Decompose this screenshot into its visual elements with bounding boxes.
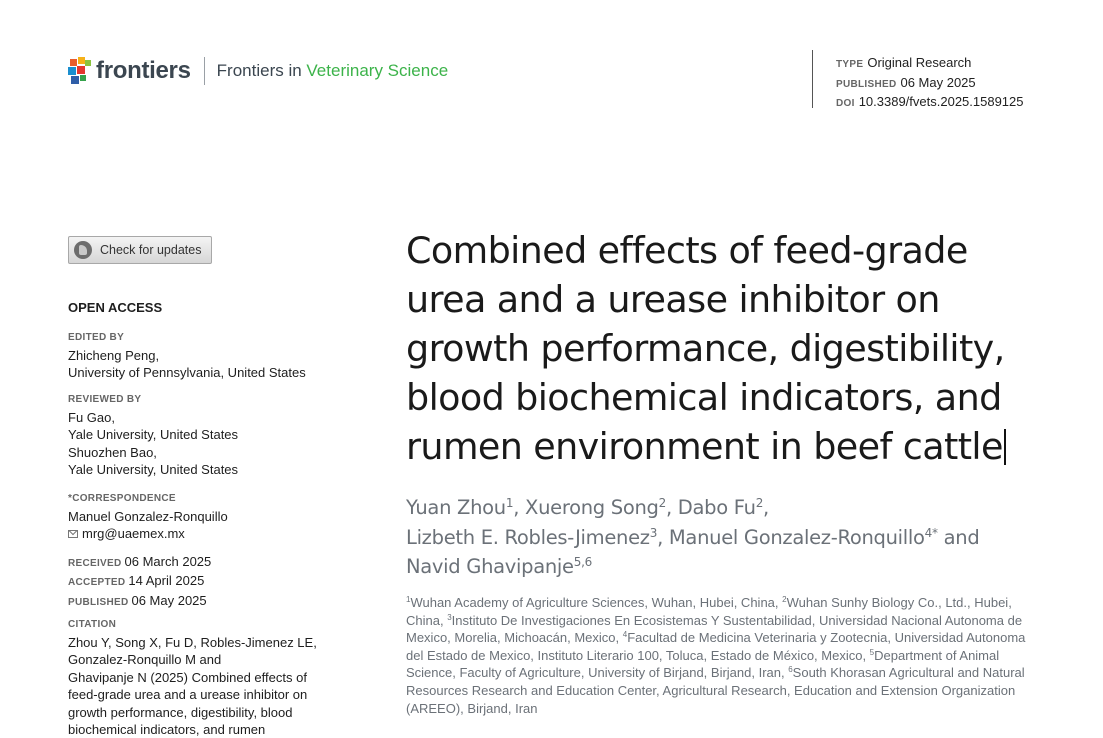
author-separator: ,: [657, 525, 669, 549]
journal-prefix: Frontiers in: [216, 61, 307, 80]
published-label: PUBLISHED: [68, 596, 129, 608]
author-separator: ,: [513, 496, 526, 519]
author-affil-sup: 3: [649, 525, 658, 540]
author-separator: and: [937, 525, 980, 549]
check-for-updates-button[interactable]: [68, 236, 212, 264]
affiliation-sup: 3: [447, 612, 452, 622]
logo-divider: [204, 57, 205, 85]
author-name[interactable]: Manuel Gonzalez-Ronquillo: [668, 525, 925, 549]
correspondence-email-link[interactable]: mrg@uaemex.mx: [82, 526, 185, 542]
author-name[interactable]: Navid Ghavipanje: [406, 555, 574, 578]
meta-published: [836, 74, 1024, 94]
reviewer-affiliation: Yale University, United States: [68, 462, 239, 478]
affiliation-sup: 5: [869, 647, 875, 657]
correspondence-section: [68, 492, 358, 543]
affiliation-text: Instituto De Investigaciones En Ecosistemas Y Sustentabilidad, Universidad Nacional Autonoma de Mexico, Morelia, Michoacán, Mexico,: [406, 612, 1023, 646]
article-meta: [836, 54, 1024, 113]
meta-doi-label: DOI: [836, 98, 855, 109]
affiliation-text: Facultad de Medicina Veterinaria y Zootecnia, Universidad Autonoma del Estado de Mexico, Instituto Literario 100, Toluca, Estado de México, Mexico,: [406, 630, 1026, 663]
reviewer-name: Fu Gao,: [68, 410, 115, 425]
affiliation-text: Wuhan Academy of Agriculture Sciences, Wuhan, Hubei, China,: [410, 595, 783, 610]
text-cursor: [1004, 429, 1006, 465]
affiliations: [406, 594, 1046, 717]
citation-line: Gonzalez-Ronquillo M and: [68, 652, 222, 668]
citation-section: [68, 618, 358, 738]
author-line: [406, 523, 1056, 553]
title-line: Combined effects of feed-grade: [406, 229, 968, 272]
meta-published-value: 06 May 2025: [900, 74, 976, 90]
author-affil-sup: 2: [658, 496, 666, 510]
affiliation-text: South Khorasan Agricultural and Natural Resources Research and Education Center, Agricultural Research, Education and Extension Organization (AREEO), Birjand, Iran: [406, 665, 1025, 716]
accepted-row: [68, 572, 358, 591]
envelope-icon: [68, 530, 78, 538]
author-name[interactable]: Lizbeth E. Robles-Jimenez: [406, 525, 650, 549]
title-line: rumen environment in beef cattle: [406, 425, 1003, 468]
frontiers-logo-icon: [68, 57, 92, 85]
affiliation-sup: 4: [622, 630, 628, 640]
citation-line: growth performance, digestibility, blood: [68, 704, 293, 720]
author-list: [406, 493, 1056, 582]
affiliation-text: Wuhan Sunhy Biology Co., Ltd., Hubei, China,: [406, 595, 1012, 628]
published-date: 06 May 2025: [131, 592, 207, 608]
published-row: [68, 592, 358, 611]
author-affil-sup: 5,6: [573, 555, 592, 569]
title-line-last: [406, 422, 1086, 471]
citation-label: CITATION: [68, 619, 117, 630]
check-for-updates-label: Check for updates: [100, 243, 202, 257]
citation-line: feed-grade urea and a urease inhibitor on: [68, 687, 308, 703]
title-line: growth performance, digestibility,: [406, 327, 1005, 370]
article-title: [406, 226, 1086, 471]
author-line: [406, 552, 1056, 582]
open-access-label: OPEN ACCESS: [68, 300, 163, 315]
affiliation-sup: 6: [788, 665, 793, 675]
accepted-date: 14 April 2025: [128, 573, 205, 589]
received-row: [68, 553, 358, 572]
author-affil-sup: 4*: [924, 525, 938, 540]
reviewed-by-label: REVIEWED BY: [68, 394, 142, 405]
reviewer-name: Shuozhen Bao,: [68, 444, 157, 460]
correspondence-label: *CORRESPONDENCE: [68, 493, 176, 504]
affiliation-sup: 1: [406, 595, 411, 604]
journal-subject: Veterinary Science: [306, 61, 449, 80]
correspondence-email-row: [68, 525, 358, 542]
received-date: 06 March 2025: [124, 554, 212, 569]
doi-link[interactable]: 10.3389/fvets.2025.1589125: [858, 94, 1024, 109]
editor-name: Zhicheng Peng,: [68, 348, 160, 363]
author-affil-sup: 2: [755, 496, 764, 510]
affiliation-text: Department of Animal Science, Faculty of Agriculture, University of Birjand, Birjand, Iran,: [406, 647, 1000, 681]
edited-by-label: EDITED BY: [68, 332, 125, 343]
dates-section: [68, 553, 358, 611]
author-affil-sup: 1: [505, 496, 514, 510]
author-separator: ,: [665, 496, 678, 519]
accepted-label: ACCEPTED: [68, 577, 126, 589]
logo-wordmark: frontiers: [96, 57, 191, 84]
citation-line: Zhou Y, Song X, Fu D, Robles-Jimenez LE,: [68, 635, 317, 650]
title-line: urea and a urease inhibitor on: [406, 278, 940, 321]
author-name[interactable]: Yuan Zhou: [406, 496, 506, 519]
affiliation-sup: 2: [782, 595, 787, 604]
meta-type-value: Original Research: [867, 55, 972, 70]
reviewer-affiliation: Yale University, United States: [68, 427, 239, 443]
meta-type: [836, 54, 1024, 74]
received-label: RECEIVED: [68, 558, 122, 569]
author-name[interactable]: Dabo Fu: [677, 496, 756, 519]
meta-divider: [812, 50, 813, 108]
author-line: [406, 493, 1056, 523]
editor-affiliation: University of Pennsylvania, United States: [68, 365, 306, 381]
correspondence-name: Manuel Gonzalez-Ronquillo: [68, 509, 228, 524]
meta-type-label: TYPE: [836, 59, 864, 70]
meta-doi: [836, 93, 1024, 113]
citation-line: biochemical indicators, and rumen: [68, 722, 266, 738]
reviewed-by-section: [68, 393, 358, 479]
author-name[interactable]: Xuerong Song: [525, 496, 659, 519]
edited-by-section: [68, 331, 358, 382]
citation-line: Ghavipanje N (2025) Combined effects of: [68, 669, 307, 685]
meta-published-label: PUBLISHED: [836, 78, 897, 90]
title-line: blood biochemical indicators, and: [406, 376, 1002, 419]
author-separator: ,: [763, 496, 769, 519]
frontiers-logo[interactable]: [68, 57, 448, 85]
crossmark-icon: [74, 241, 92, 259]
journal-name[interactable]: [217, 57, 449, 85]
